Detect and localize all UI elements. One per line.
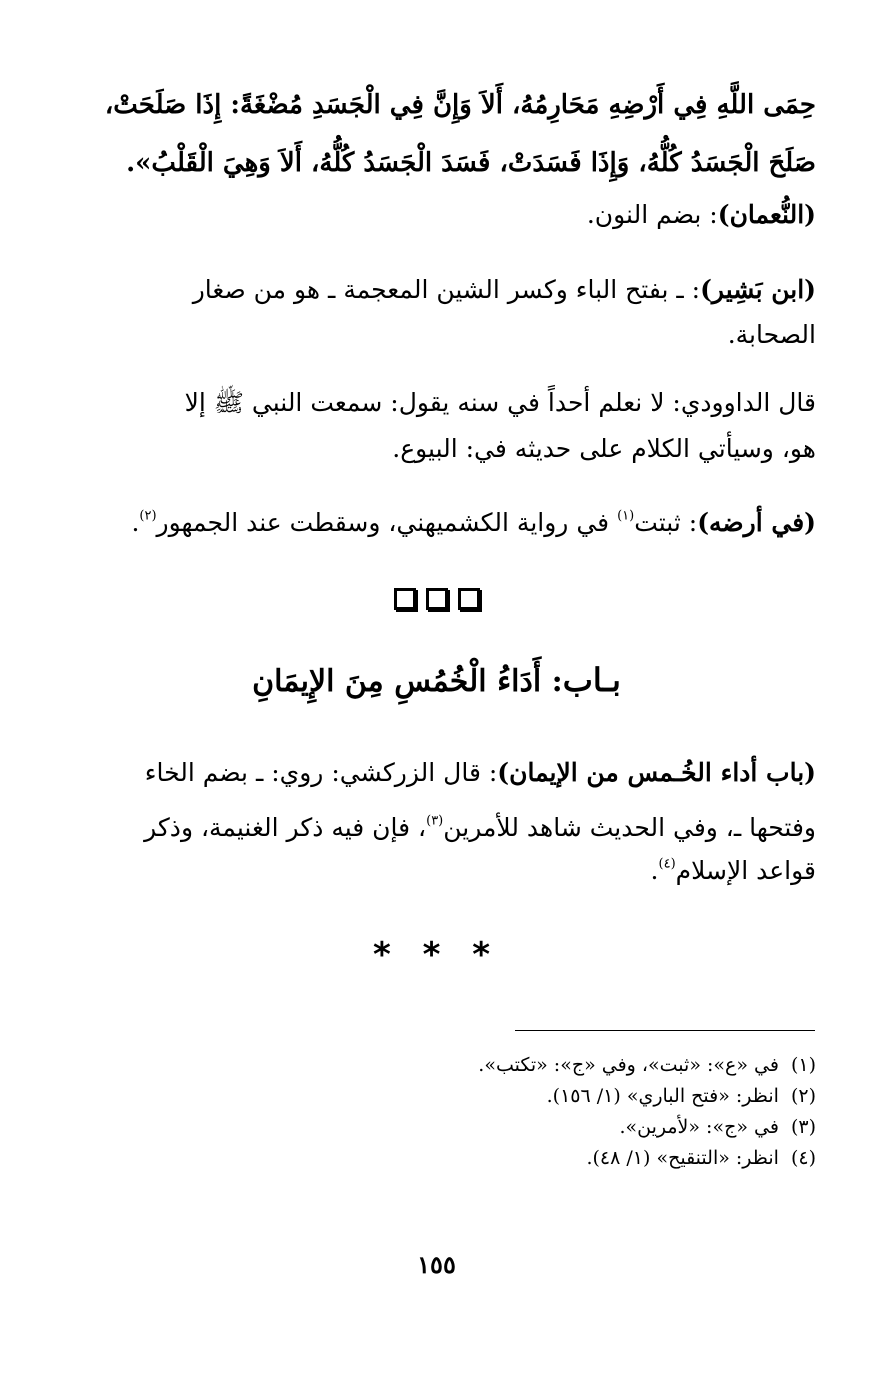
paragraph-line: الصحابة. bbox=[727, 320, 816, 349]
paragraph-text: . bbox=[650, 856, 659, 885]
paragraph-chapter-commentary bbox=[100, 744, 816, 888]
paragraph-line bbox=[100, 802, 816, 854]
term-label: (ابن بَشِير) bbox=[700, 275, 816, 304]
term-explanation: : بضم النون. bbox=[586, 200, 718, 229]
footnote-ref: (٣) bbox=[426, 813, 444, 829]
term-explanation: : قال الزركشي: روي: ـ بضم الخاء bbox=[144, 758, 498, 787]
footnote-text: انظر: «فتح الباري» (١/ ١٥٦). bbox=[546, 1085, 779, 1107]
footnote-number: (٢) bbox=[790, 1085, 816, 1107]
footnote-number: (١) bbox=[790, 1054, 816, 1076]
term-explanation: في رواية الكشميهني، وسقطت عند الجمهور bbox=[156, 508, 618, 537]
paragraph-line: هو، وسيأتي الكلام على حديثه في: البيوع. bbox=[392, 434, 816, 463]
footnote-text: انظر: «التنقيح» (١/ ٤٨). bbox=[586, 1147, 779, 1169]
footnote-item bbox=[300, 1050, 816, 1081]
footnote-ref: (١) bbox=[617, 508, 635, 524]
paragraph-line bbox=[100, 198, 816, 232]
hadith-line-1: حِمَى اللَّهِ فِي أَرْضِهِ مَحَارِمُهُ، أَلاَ وَإِنَّ فِي الْجَسَدِ مُضْغَةً: إِذَا صَلَحَتْ، bbox=[104, 90, 816, 120]
footnote-text: في «ج»: «لأمرين». bbox=[619, 1116, 779, 1138]
term-explanation: . bbox=[131, 508, 140, 537]
square-ornament-icon bbox=[426, 588, 448, 610]
paragraph-text: وفتحها ـ، وفي الحديث شاهد للأمرين bbox=[443, 813, 816, 842]
box-separator bbox=[0, 588, 873, 610]
footnote-item bbox=[300, 1081, 816, 1112]
square-ornament-icon bbox=[394, 588, 416, 610]
paragraph-nu-man bbox=[100, 198, 816, 232]
footnotes bbox=[300, 1050, 816, 1174]
paragraph-text: قواعد الإسلام bbox=[675, 856, 816, 885]
footnote-number: (٣) bbox=[790, 1116, 816, 1138]
footnote-text: في «ع»: «ثبت»، وفي «ج»: «تكتب». bbox=[478, 1054, 779, 1076]
footnote-ref: (٢) bbox=[139, 508, 157, 524]
footnote-item bbox=[300, 1143, 816, 1174]
paragraph-line bbox=[100, 262, 816, 318]
term-explanation: : ثبتت bbox=[634, 508, 698, 537]
term-label: (النُّعمان) bbox=[717, 200, 816, 229]
paragraph-ibn-bashir bbox=[100, 262, 816, 352]
hadith-text bbox=[100, 76, 816, 192]
footnote-number: (٤) bbox=[790, 1147, 816, 1169]
chapter-title: : أَدَاءُ الْخُمُسِ مِنَ الإِيمَانِ bbox=[252, 664, 563, 699]
hadith-line-2: صَلَحَ الْجَسَدُ كُلُّهُ، وَإِذَا فَسَدَتْ، فَسَدَ الْجَسَدُ كُلُّهُ، أَلاَ وَهِيَ الْقَلْبُ». bbox=[126, 148, 816, 178]
term-label: (في أرضه) bbox=[697, 508, 816, 537]
footnote-item bbox=[300, 1112, 816, 1143]
chapter-label: بـاب bbox=[562, 661, 621, 699]
paragraph-fi-ardihi bbox=[100, 506, 816, 540]
term-label: (باب أداء الخُـمس من الإيمان) bbox=[497, 758, 816, 787]
paragraph-line: قال الداوودي: لا نعلم أحداً في سنه يقول: سمعت النبي ﷺ إلا bbox=[184, 388, 816, 417]
footnote-divider bbox=[515, 1030, 815, 1031]
paragraph-dawudi bbox=[100, 374, 816, 466]
star-separator: * * * bbox=[372, 935, 500, 975]
paragraph-line bbox=[100, 744, 816, 802]
paragraph-line bbox=[100, 854, 816, 888]
footnote-ref: (٤) bbox=[658, 856, 676, 872]
paragraph-text: ، فإن فيه ذكر الغنيمة، وذكر bbox=[144, 813, 427, 842]
paragraph-line bbox=[100, 506, 816, 540]
chapter-heading bbox=[0, 660, 873, 702]
page-number: ١٥٥ bbox=[417, 1250, 456, 1279]
square-ornament-icon bbox=[458, 588, 480, 610]
term-explanation: : ـ بفتح الباء وكسر الشين المعجمة ـ هو من صغار bbox=[192, 275, 701, 304]
